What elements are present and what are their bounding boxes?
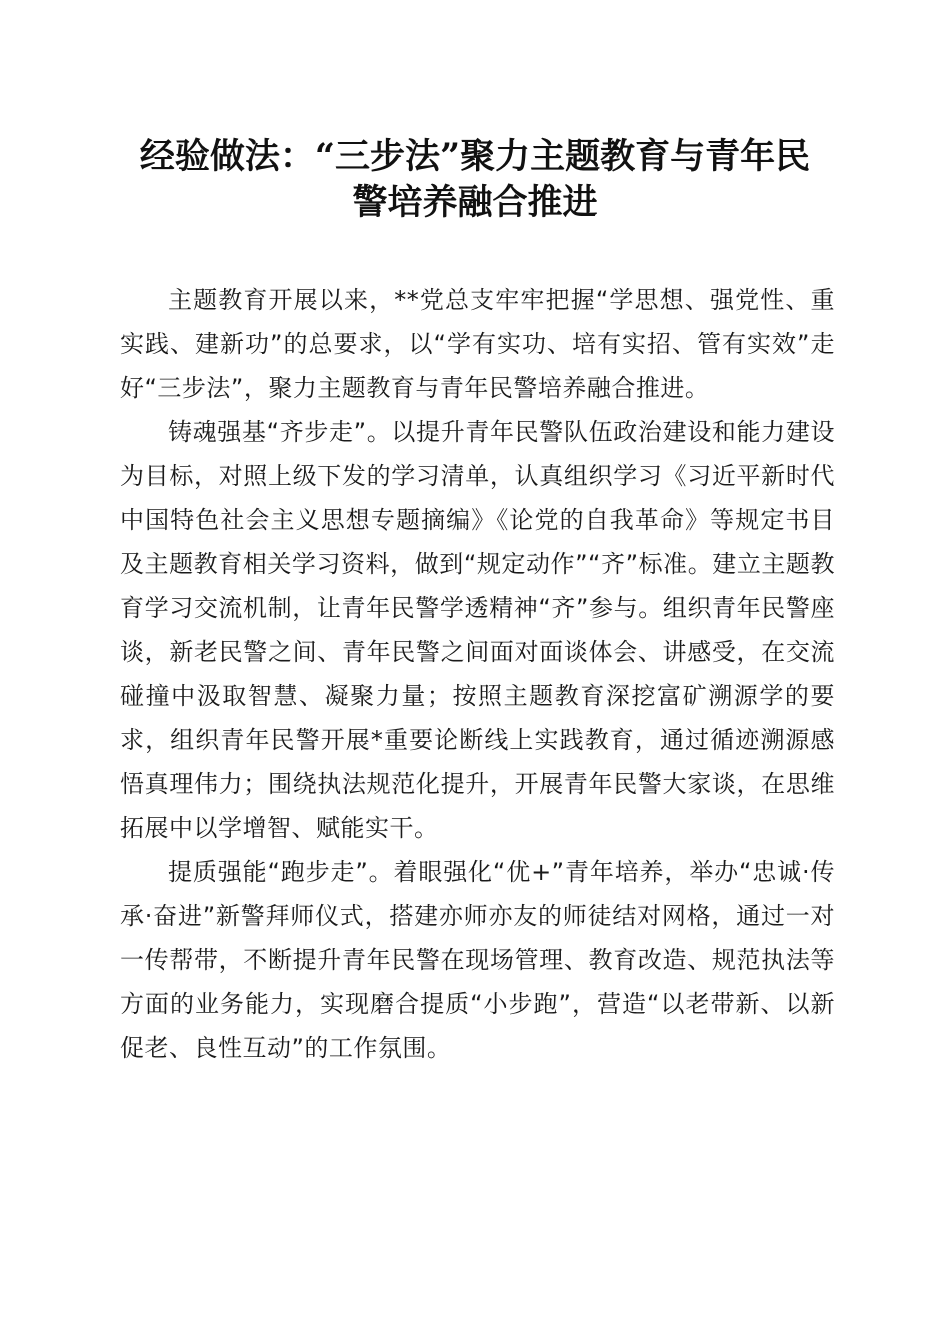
paragraph-step-one: 铸魂强基“齐步走”。以提升青年民警队伍政治建设和能力建设为目标，对照上级下发的学习清单，认真组织学习《习近平新时代中国特色社会主义思想专题摘编》《论党的自我革命》等规定书目及主题教育相关学习资料，做到“规定动作”“齐”标准。建立主题教育学习交流机制，让青年民警学透精神“齐”参与。组织青年民警座谈，新老民警之间、青年民警之间面对面谈体会、讲感受，在交流碰撞中汲取智慧、凝聚力量；按照主题教育深挖富矿溯源学的要求，组织青年民警开展*重要论断线上实践教育，通过循迹溯源感悟真理伟力；围绕执法规范化提升，开展青年民警大家谈，在思维拓展中以学增智、赋能实干。 xyxy=(120,418,835,842)
document-body xyxy=(120,278,835,1070)
paragraph-step-two: 提质强能“跑步走”。着眼强化“优+”青年培养，举办“忠诚·传承·奋进”新警拜师仪式，搭建亦师亦友的师徒结对网格，通过一对一传帮带，不断提升青年民警在现场管理、教育改造、规范执法等方面的业务能力，实现磨合提质“小步跑”，营造“以老带新、以新促老、良性互动”的工作氛围。 xyxy=(120,858,835,1062)
title-line-2: 警培养融合推进 xyxy=(352,182,598,223)
document-title xyxy=(110,134,840,226)
paragraph-intro: 主题教育开展以来，**党总支牢牢把握“学思想、强党性、重实践、建新功”的总要求，以“学有实功、培有实招、管有实效”走好“三步法”，聚力主题教育与青年民警培养融合推进。 xyxy=(120,286,835,402)
title-line-1: 经验做法：“三步法”聚力主题教育与青年民 xyxy=(139,136,811,177)
